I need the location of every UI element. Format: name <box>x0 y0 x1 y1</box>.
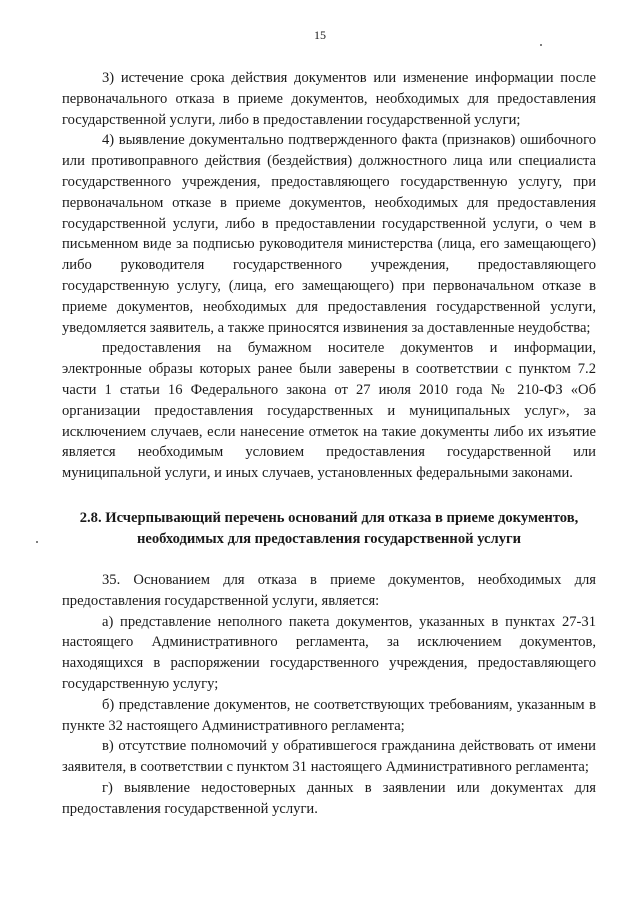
paragraph-35: 35. Основанием для отказа в приеме документов, необходимых для предоставления государственной услуги, является: <box>62 571 596 609</box>
document-body <box>62 68 596 820</box>
section-heading-line-1: 2.8. Исчерпывающий перечень оснований для отказа в приеме документов, <box>79 509 579 526</box>
paragraph-item-4: 4) выявление документально подтвержденного факта (признаков) ошибочного или противоправного действия (бездействия) должностного лица или специалиста государственного учреждения, предоставляющего государственную услугу, при первоначальном отказе в приеме документов, необходимых для предоставления государственной услуги, либо в предоставлении государственной услуги, о чем в письменном виде за подписью руководителя министерства (лица, его замещающего) либо руководителя государственного учреждения, предоставляющего государственную услугу, (лица, его замещающего) при первоначальном отказе в приеме документов, необходимых для предоставления государственной услуги, уведомляется заявитель, а также приносятся извинения за доставленные неудобства; <box>62 132 596 336</box>
paragraph-item-3: 3) истечение срока действия документов или изменение информации после первоначального отказа в приеме документов, необходимых для предоставления государственной услуги, либо в предоставлении государственной услуги; <box>62 70 596 128</box>
scan-speck <box>36 541 38 543</box>
section-heading-line-2: необходимых для предоставления государственной услуги <box>136 530 522 547</box>
paragraph-item-a: а) представление неполного пакета документов, указанных в пунктах 27-31 настоящего Административного регламента, за исключением документов, находящихся в распоряжении государственного учреждения, предоставляющего государственную услугу; <box>62 613 596 692</box>
scan-speck <box>540 44 542 46</box>
paragraph-paper-documents: предоставления на бумажном носителе документов и информации, электронные образы которых ранее были заверены в соответствии с пунктом 7.2 части 1 статьи 16 Федерального закона от 27 июля 2010 года № 210-ФЗ «Об организации предоставления государственных и муниципальных услуг», за исключением случаев, если нанесение отметок на такие документы либо их изъятие является необходимым условием предоставления государственной или муниципальной услуги, и иных случаев, установленных федеральными законами. <box>62 340 596 482</box>
paragraph-item-v: в) отсутствие полномочий у обратившегося гражданина действовать от имени заявителя, в соответствии с пунктом 31 настоящего Административного регламента; <box>62 738 596 776</box>
section-heading <box>62 508 596 550</box>
page-number: 15 <box>314 28 326 42</box>
paragraph-item-b: б) представление документов, не соответствующих требованиям, указанным в пункте 32 настоящего Административного регламента; <box>62 696 596 734</box>
paragraph-item-g: г) выявление недостоверных данных в заявлении или документах для предоставления государственной услуги. <box>62 779 596 817</box>
